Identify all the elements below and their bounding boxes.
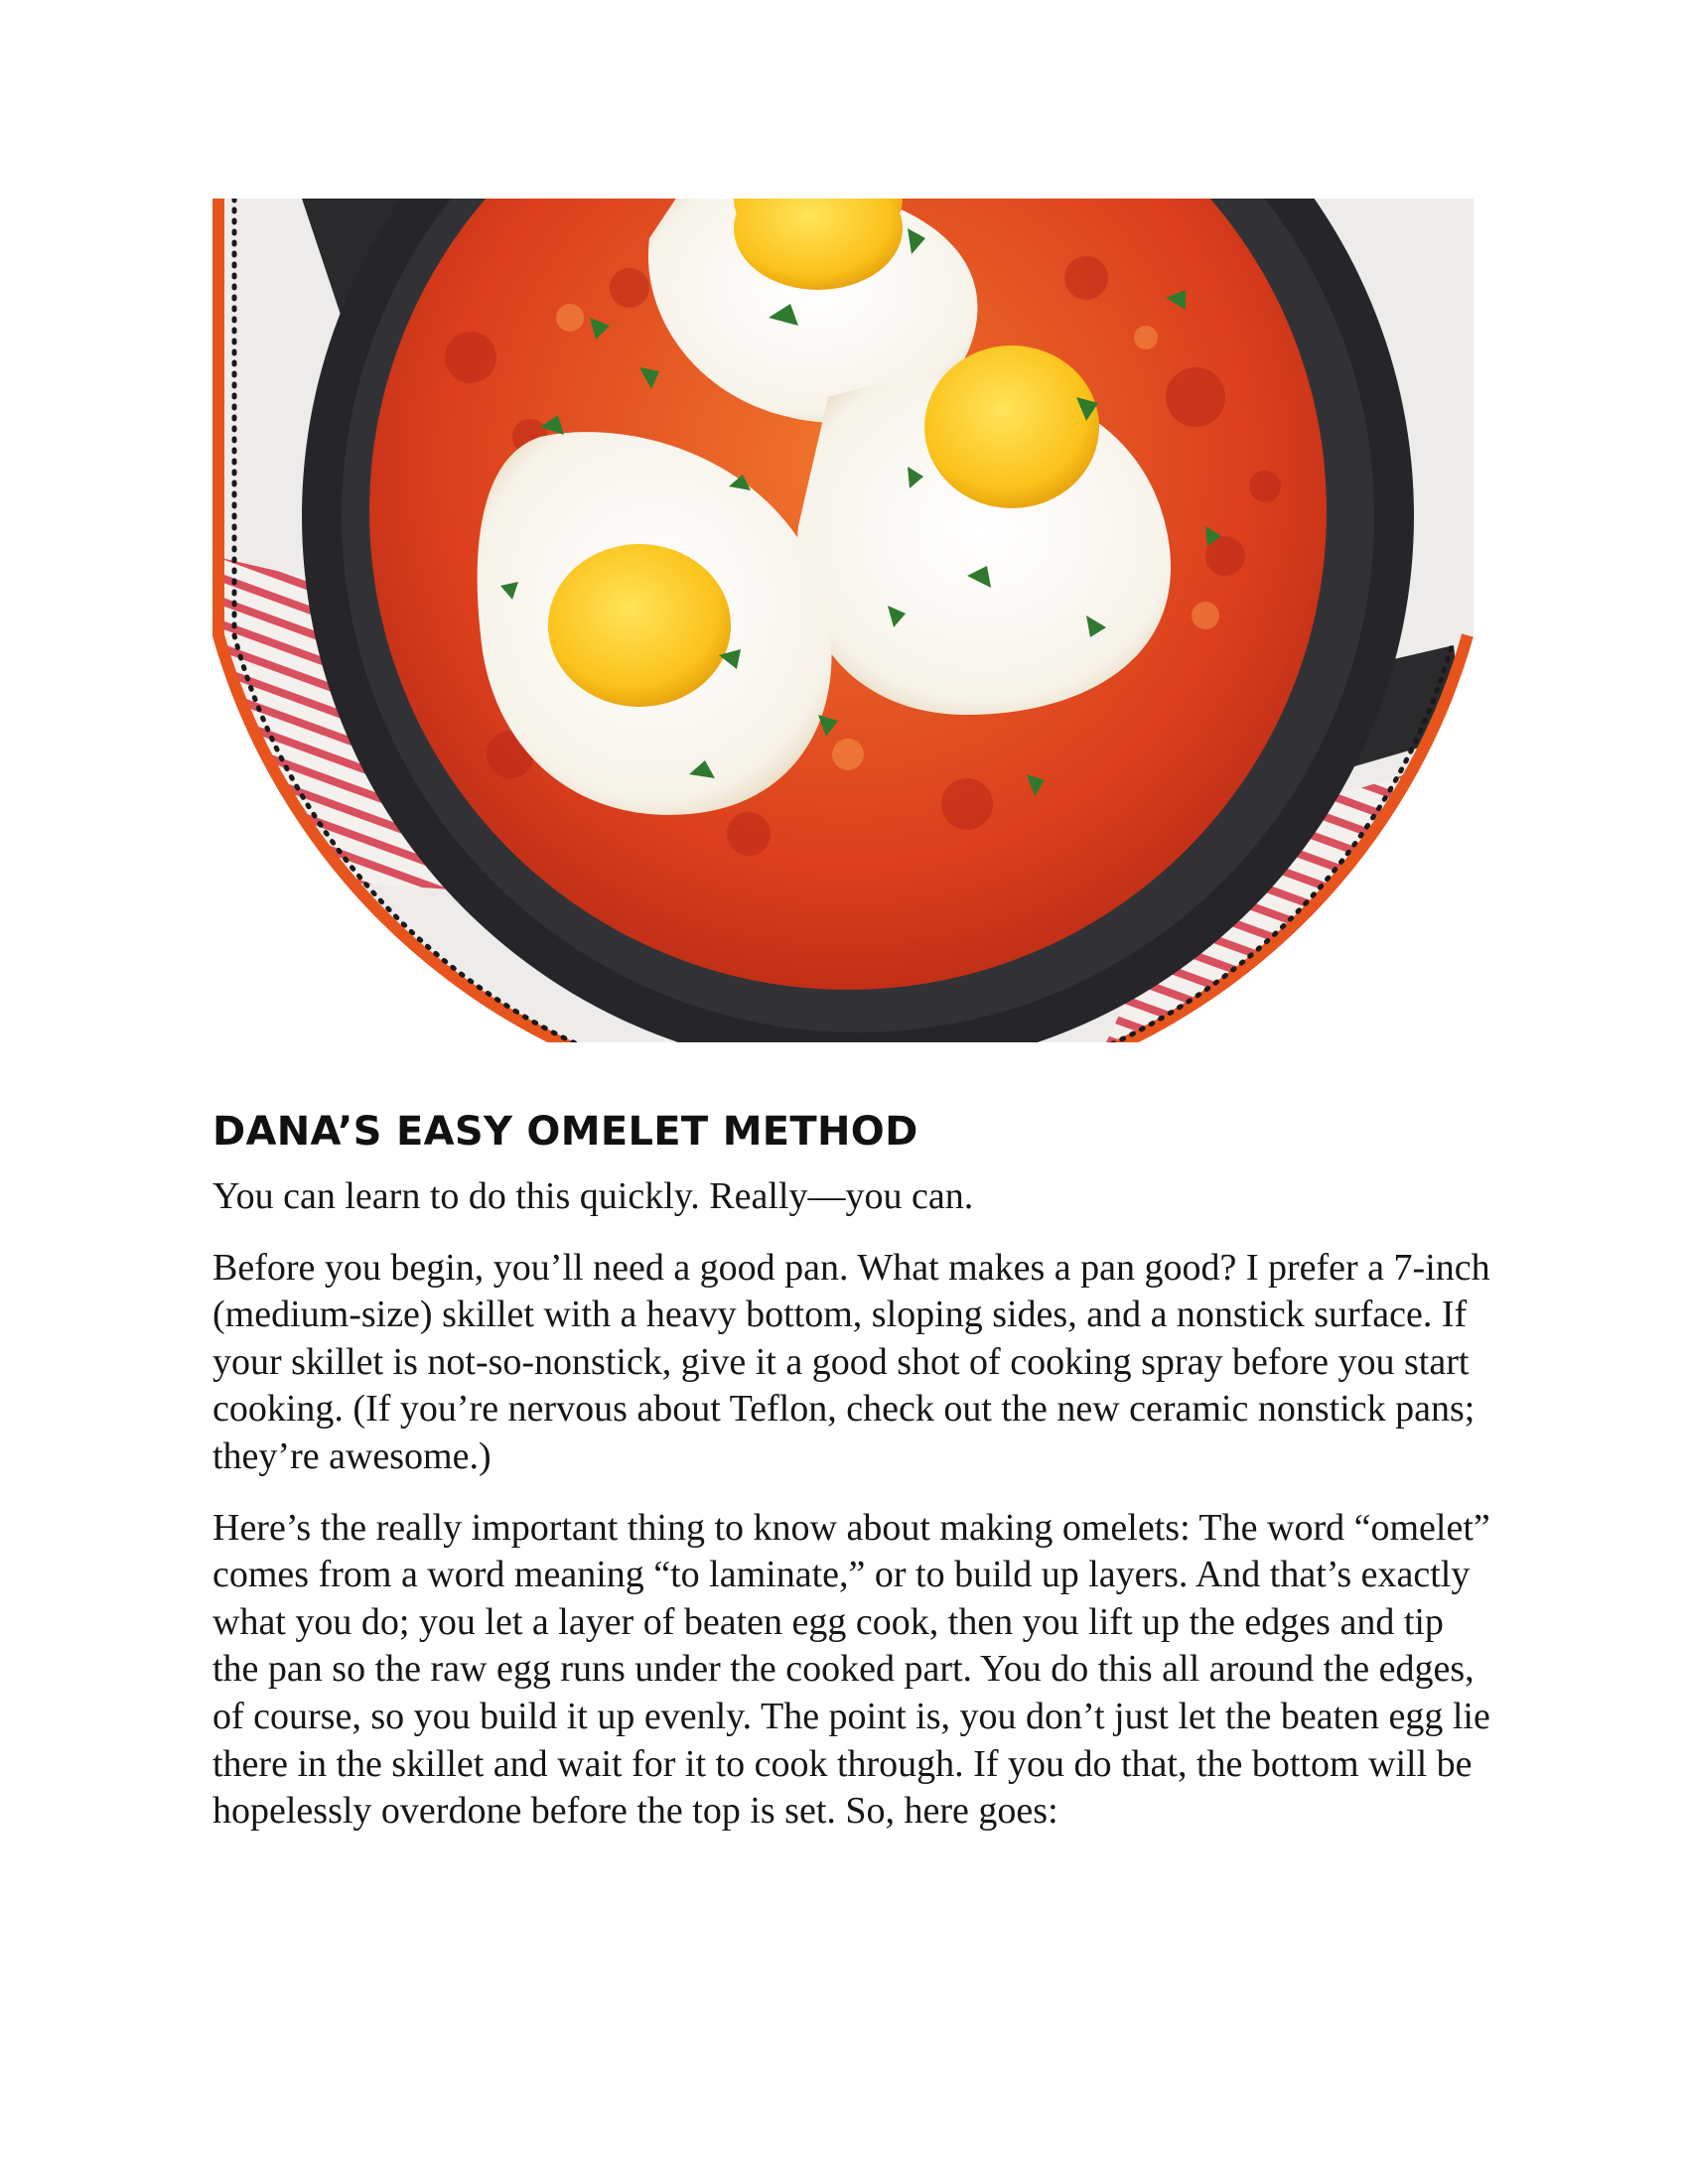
article-body — [212, 1173, 1493, 1859]
intro-paragraph: You can learn to do this quickly. Really—you can. — [212, 1175, 974, 1217]
technique-paragraph: Here’s the really important thing to know about making omelets: The word “omelet” comes from a word meaning “to laminate,” or to build up layers. And that’s exactly what you do; you let a layer of beaten egg cook, then you lift up the edges and tip the pan so the raw egg runs under the cooked part. You do this all around the edges, of course, so you build it up evenly. The point is, you don’t just let the beaten egg lie there in the skillet and wait for it to cook through. If you do that, the bottom will be hopelessly overdone before the top is set. So, here goes: — [212, 1506, 1490, 1833]
shakshuka-skillet-photo — [212, 199, 1474, 1042]
pan-advice-paragraph: Before you begin, you’ll need a good pan. What makes a pan good? I prefer a 7-inch (medium-size) skillet with a heavy bottom, sloping sides, and a nonstick surface. If your skillet is not-so-nonstick, give it a good shot of cooking spray before you start cooking. (If you’re nervous about Teflon, check out the new ceramic nonstick pans; they’re awesome.) — [212, 1246, 1490, 1477]
section-heading: DANA’S EASY OMELET METHOD — [212, 1109, 918, 1155]
